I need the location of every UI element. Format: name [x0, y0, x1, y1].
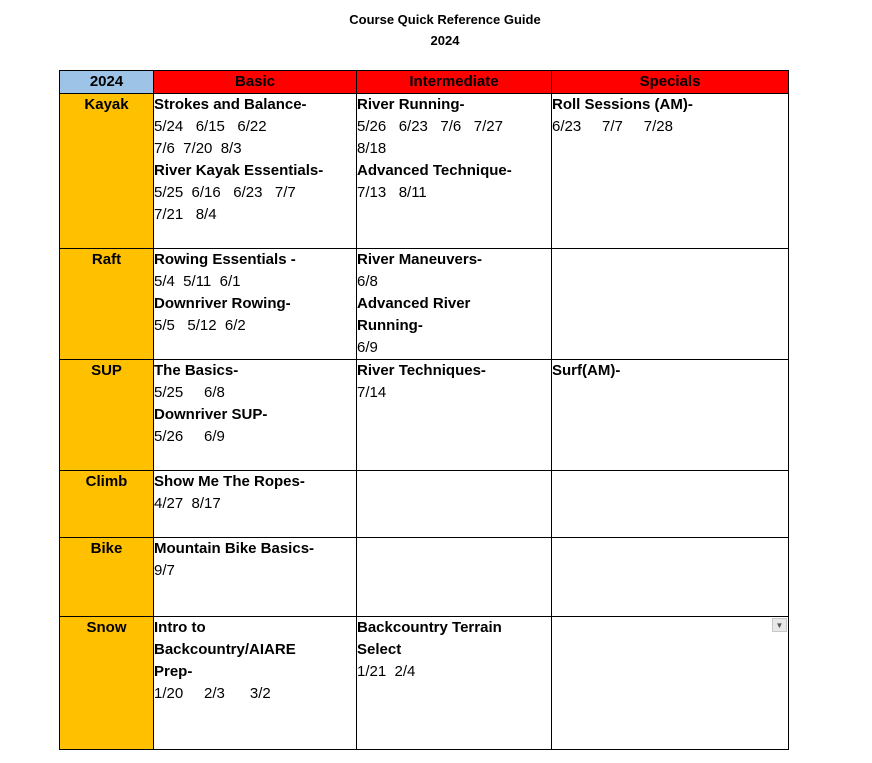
activity-label: Snow: [60, 617, 154, 750]
cell-specials: [552, 538, 789, 617]
course-dates: 5/26 6/9: [154, 428, 225, 445]
table-row: [60, 471, 789, 538]
course-dates: 7/6 7/20 8/3: [154, 140, 242, 157]
course-dates: 5/4 5/11 6/1: [154, 273, 241, 290]
course-dates: 5/5 5/12 6/2: [154, 317, 246, 334]
cell-specials: [552, 360, 789, 471]
course-title: River Maneuvers-: [357, 251, 483, 268]
activity-label: Bike: [60, 538, 154, 617]
cell-intermediate: [357, 617, 552, 750]
course-title: Backcountry/AIARE: [154, 641, 296, 658]
header-basic: Basic: [154, 71, 357, 94]
course-title: River Techniques-: [357, 362, 486, 379]
table-row: [60, 249, 789, 360]
cell-specials: [552, 617, 789, 750]
cell-intermediate: [357, 249, 552, 360]
cell-basic: [154, 617, 357, 750]
cell-basic: [154, 94, 357, 249]
table-row: [60, 538, 789, 617]
course-title: Rowing Essentials -: [154, 251, 296, 268]
course-dates: 5/25 6/16 6/23 7/7: [154, 184, 296, 201]
cell-specials: [552, 471, 789, 538]
cell-intermediate: [357, 94, 552, 249]
header-specials: Specials: [552, 71, 789, 94]
course-title: Mountain Bike Basics-: [154, 540, 315, 557]
course-title: Prep-: [154, 663, 193, 680]
course-title: Show Me The Ropes-: [154, 473, 305, 490]
course-dates: 5/26 6/23 7/6 7/27: [357, 118, 503, 135]
course-dates: 7/21 8/4: [154, 206, 217, 223]
cell-intermediate: [357, 360, 552, 471]
course-title: The Basics-: [154, 362, 239, 379]
course-table: [59, 70, 789, 750]
activity-label: Climb: [60, 471, 154, 538]
course-title: Advanced River: [357, 295, 471, 312]
course-dates: 4/27 8/17: [154, 495, 221, 512]
course-dates: 1/20 2/3 3/2: [154, 685, 271, 702]
activity-label: Raft: [60, 249, 154, 360]
course-dates: 1/21 2/4: [357, 663, 416, 680]
course-dates: 8/18: [357, 140, 387, 157]
course-title: River Running-: [357, 96, 465, 113]
course-title: Backcountry Terrain: [357, 619, 502, 636]
course-dates: 5/25 6/8: [154, 384, 225, 401]
course-dates: 5/24 6/15 6/22: [154, 118, 267, 135]
cell-basic: [154, 360, 357, 471]
course-dates: 6/23 7/7 7/28: [552, 118, 673, 135]
course-title: Downriver SUP-: [154, 406, 268, 423]
course-title: Select: [357, 641, 402, 658]
cell-basic: [154, 471, 357, 538]
course-dates: 7/13 8/11: [357, 184, 427, 201]
course-title: Roll Sessions (AM)-: [552, 96, 693, 113]
course-title: Intro to: [154, 619, 206, 636]
header-row: [60, 71, 789, 94]
course-dates: 6/9: [357, 339, 378, 356]
activity-label: Kayak: [60, 94, 154, 249]
course-dates: 9/7: [154, 562, 175, 579]
cell-specials: [552, 94, 789, 249]
cell-basic: [154, 249, 357, 360]
course-title: River Kayak Essentials-: [154, 162, 324, 179]
document-title: Course Quick Reference Guide: [349, 12, 541, 27]
course-title: Advanced Technique-: [357, 162, 512, 179]
cell-intermediate: [357, 538, 552, 617]
course-title: Downriver Rowing-: [154, 295, 291, 312]
header-year: 2024: [60, 71, 154, 94]
dropdown-arrow-icon[interactable]: ▼: [772, 618, 787, 632]
document-year: 2024: [430, 33, 460, 48]
course-title: Running-: [357, 317, 423, 334]
course-dates: 7/14: [357, 384, 387, 401]
cell-intermediate: [357, 471, 552, 538]
course-title: Surf(AM)-: [552, 362, 621, 379]
table-row: [60, 360, 789, 471]
course-title: Strokes and Balance-: [154, 96, 307, 113]
cell-specials: [552, 249, 789, 360]
course-dates: 6/8: [357, 273, 378, 290]
table-row: [60, 94, 789, 249]
activity-label: SUP: [60, 360, 154, 471]
cell-basic: [154, 538, 357, 617]
table-row: [60, 617, 789, 750]
header-intermediate: Intermediate: [357, 71, 552, 94]
